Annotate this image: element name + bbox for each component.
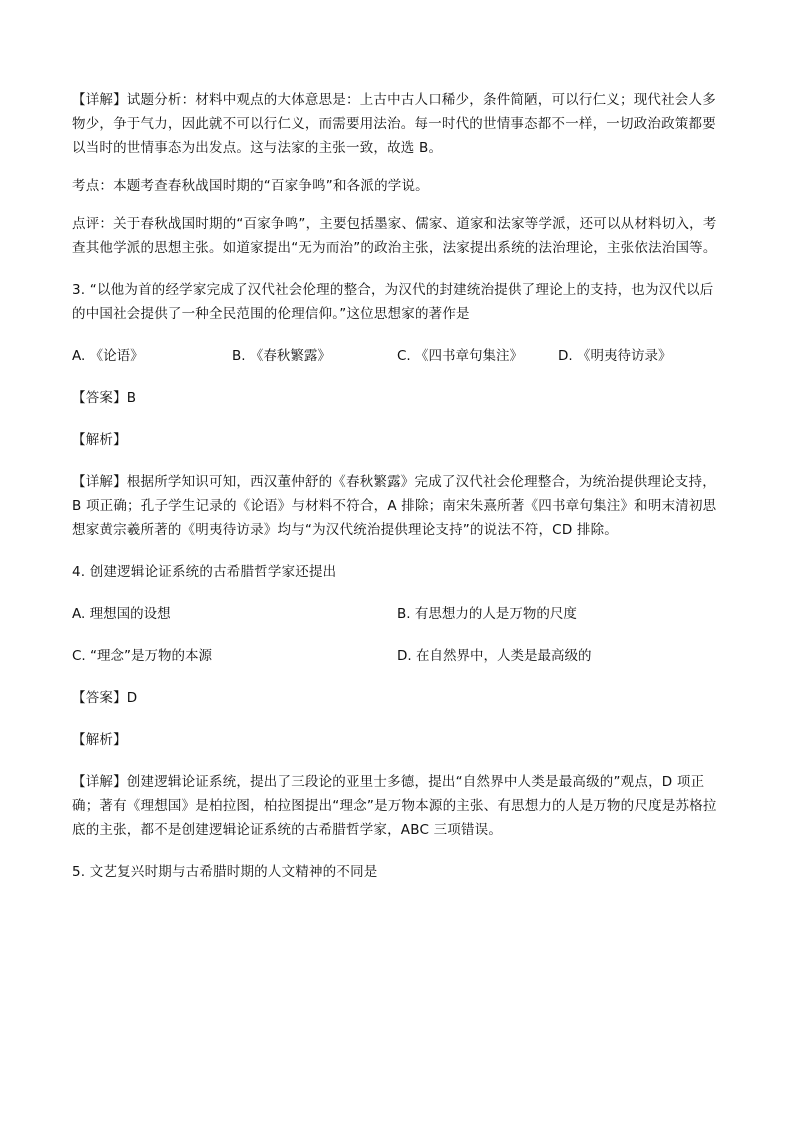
q3-option-c: C. 《四书章句集注》 (397, 348, 524, 364)
q4-answer: 【答案】D (72, 690, 138, 706)
document-page (72, 88, 722, 884)
q4-option-c: C. “理念”是万物的本源 (72, 648, 212, 664)
exam-point-paragraph: 考点：本题考查春秋战国时期的“百家争鸣”和各派的学说。 (72, 178, 429, 194)
detail-paragraph-q2: 【详解】试题分析：材料中观点的大体意思是：上古中古人口稀少，条件简陋，可以行仁义；现代社会人多物少，争于气力，因此就不可以行仁义，而需要用法治。每一时代的世情事态都不一样，一切政治政策都要以当时的世情事态为出发点。这与法家的主张一致，故选 B。 (72, 92, 716, 156)
q3-option-d: D. 《明夷待访录》 (558, 348, 672, 364)
question-3-stem: 3. “以他为首的经学家完成了汉代社会伦理的整合，为汉代的封建统治提供了理论上的支持，也为汉代以后的中国社会提供了一种全民范围的伦理信仰。”这位思想家的著作是 (72, 282, 714, 322)
comment-paragraph: 点评：关于春秋战国时期的“百家争鸣”，主要包括墨家、儒家、道家和法家等学派，还可以从材料切入，考查其他学派的思想主张。如道家提出“无为而治”的政治主张，法家提出系统的法治理论，主张依法治国等。 (72, 216, 717, 256)
question-3-options (72, 344, 722, 368)
q4-analysis-label: 【解析】 (72, 732, 127, 748)
q3-answer: 【答案】B (72, 390, 137, 406)
q3-option-a: A. 《论语》 (72, 348, 144, 364)
q3-option-b: B. 《春秋繁露》 (232, 348, 331, 364)
q4-option-d: D. 在自然界中，人类是最高级的 (397, 648, 592, 664)
q4-option-a: A. 理想国的设想 (72, 606, 171, 622)
q4-detail-paragraph: 【详解】创建逻辑论证系统，提出了三段论的亚里士多德，提出“自然界中人类是最高级的”观点，D 项正确；著有《理想国》是柏拉图，柏拉图提出“理念”是万物本源的主张、有思想力的人是万物的尺度是苏格拉底的主张，都不是创建逻辑论证系统的古希腊哲学家，ABC 三项错误。 (72, 774, 717, 838)
q3-detail-paragraph: 【详解】根据所学知识可知，西汉董仲舒的《春秋繁露》完成了汉代社会伦理整合，为统治提供理论支持，B 项正确；孔子学生记录的《论语》与材料不符合，A 排除；南宋朱熹所著《四书章句集注》和明末清初思想家黄宗羲所著的《明夷待访录》均与“为汉代统治提供理论支持”的说法不符，CD 排除。 (72, 474, 717, 538)
q3-analysis-label: 【解析】 (72, 432, 127, 448)
q4-option-b: B. 有思想力的人是万物的尺度 (397, 606, 577, 622)
question-5-stem: 5. 文艺复兴时期与古希腊时期的人文精神的不同是 (72, 864, 378, 880)
question-4-options-row1 (72, 602, 722, 626)
question-4-options-row2 (72, 644, 722, 668)
question-4-stem: 4. 创建逻辑论证系统的古希腊哲学家还提出 (72, 564, 337, 580)
